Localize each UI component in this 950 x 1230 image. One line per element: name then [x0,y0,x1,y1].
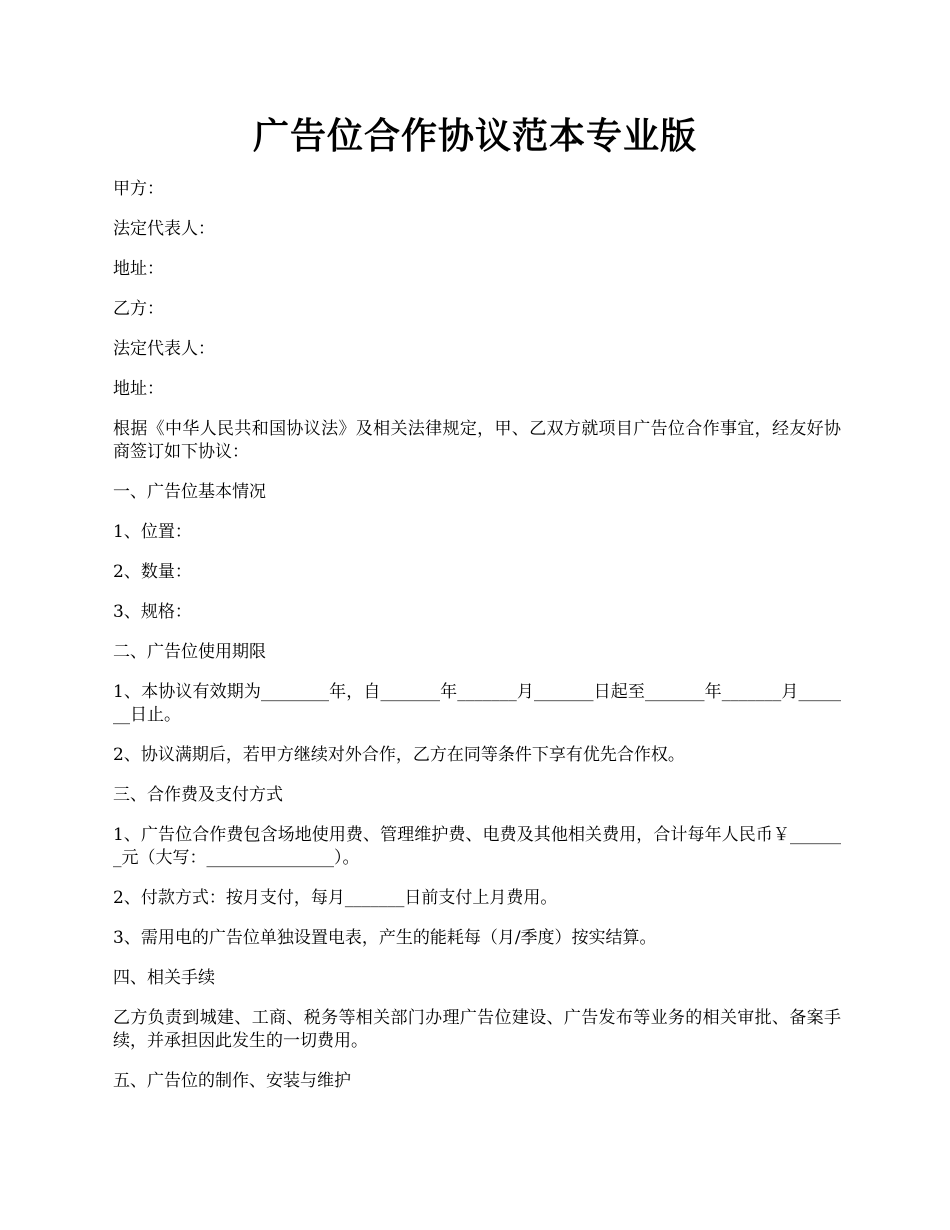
clause-procedures: 乙方负责到城建、工商、税务等相关部门办理广告位建设、广告发布等业务的相关审批、备案手续，并承担因此发生的一切费用。 [113,1008,841,1051]
document-title: 广告位合作协议范本专业版 [252,115,697,157]
preamble-paragraph: 根据《中华人民共和国协议法》及相关法律规定，甲、乙双方就项目广告位合作事宜，经友好协商签订如下协议： [113,419,841,462]
party-b-address-line: 地址： [113,379,164,399]
clause-location: 1、位置： [113,522,192,542]
clause-electricity: 3、需用电的广告位单独设置电表，产生的能耗每（月/季度）按实结算。 [113,928,657,948]
party-b-line: 乙方： [113,299,164,319]
party-a-address-line: 地址： [113,259,164,279]
section-heading-1: 一、广告位基本情况 [113,482,266,502]
section-heading-4: 四、相关手续 [113,968,215,988]
party-a-representative-line: 法定代表人： [113,219,215,239]
clause-term: 1、本协议有效期为________年，自_______年_______月_______日起至_______年_______月_______日止。 [113,682,841,725]
clause-specification: 3、规格： [113,602,192,622]
document-body [113,178,841,1110]
clause-payment-method: 2、付款方式：按月支付，每月_______日前支付上月费用。 [113,888,558,908]
section-heading-3: 三、合作费及支付方式 [113,785,283,805]
party-a-line: 甲方： [113,179,164,199]
clause-quantity: 2、数量： [113,562,192,582]
clause-renewal: 2、协议满期后，若甲方继续对外合作，乙方在同等条件下享有优先合作权。 [113,745,685,765]
party-b-representative-line: 法定代表人： [113,339,215,359]
clause-fee: 1、广告位合作费包含场地使用费、管理维护费、电费及其他相关费用，合计每年人民币￥_______元（大写：_______________）。 [113,825,841,868]
section-heading-5: 五、广告位的制作、安装与维护 [113,1071,351,1091]
section-heading-2: 二、广告位使用期限 [113,642,266,662]
